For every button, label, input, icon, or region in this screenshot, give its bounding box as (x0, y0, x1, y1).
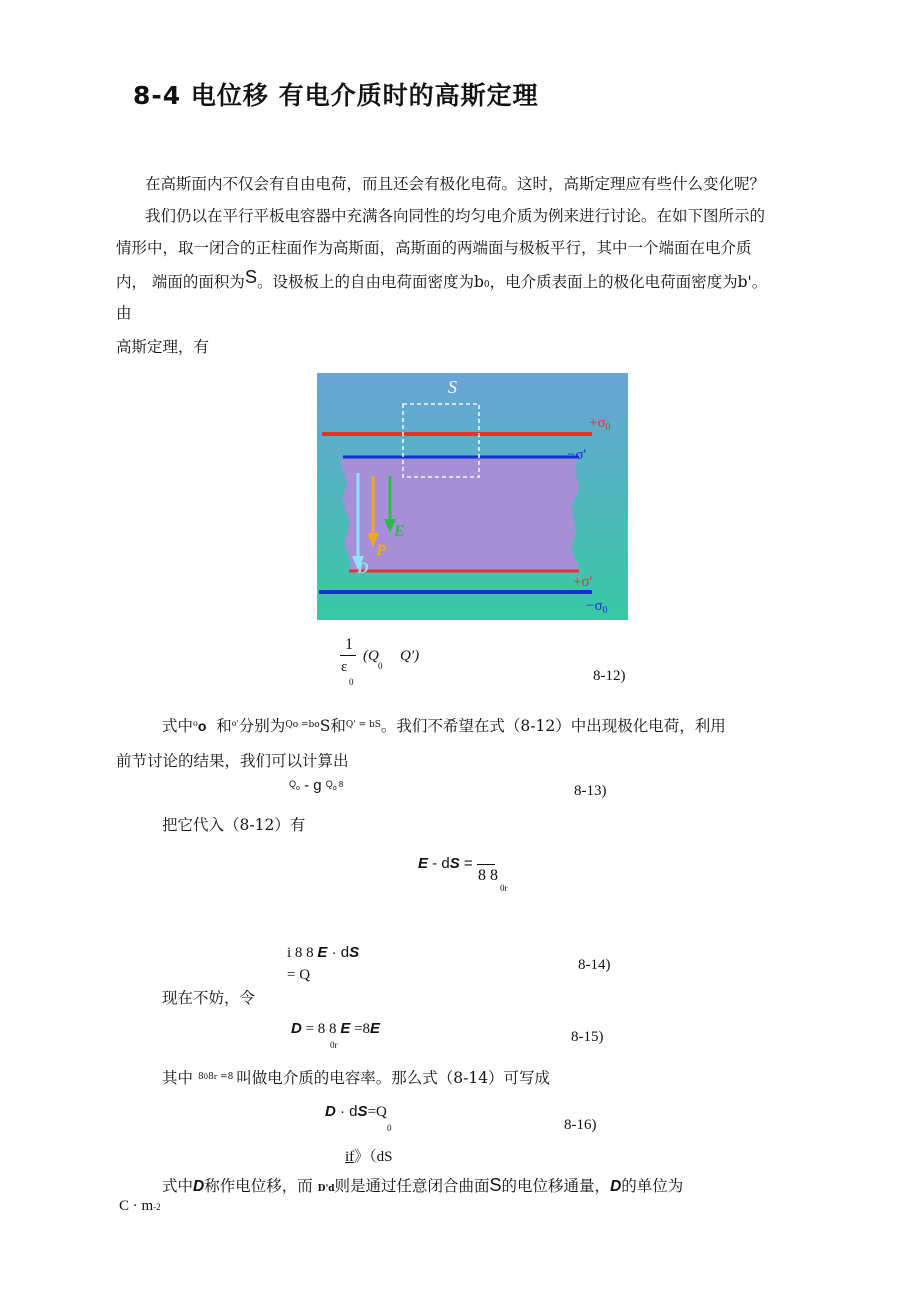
d: D (610, 1178, 622, 1195)
q0-small (285, 720, 319, 730)
eq14-rhs: = Q (287, 967, 311, 983)
sub: o (332, 785, 337, 792)
eq: =8 (217, 1072, 237, 1082)
para-where (162, 716, 726, 739)
label-plus-sigma-prime: +σ' (573, 574, 593, 590)
q: Q (325, 779, 333, 789)
paragraph-line (116, 267, 768, 295)
paragraph-line: 高斯定理，有 (116, 338, 210, 356)
eq12-q0: (Q (363, 648, 379, 664)
eq12-number: 8-12) (593, 668, 626, 684)
eq12-q0-sub: 0 (378, 661, 383, 671)
e: E (340, 1020, 351, 1037)
label-minus-sigma-prime: −σ' (567, 447, 587, 463)
e: E (418, 855, 429, 872)
if: if (345, 1149, 355, 1165)
op: = 8 8 (301, 1021, 341, 1037)
label-s: S (448, 377, 457, 397)
s: S (357, 1103, 368, 1120)
eq13 (289, 777, 343, 794)
eq13-number: 8-13) (574, 783, 607, 799)
e: E (317, 944, 328, 961)
eq14 (287, 944, 359, 962)
para-where-line2: 前节讨论的结果，我们可以计算出 (116, 752, 349, 770)
text-span: 叫做电介质的电容率。那么式（8-14）可写成 (236, 1069, 551, 1087)
text-span: 内， 端面的面积为 (116, 273, 245, 291)
op: =8 (350, 1021, 371, 1037)
text-span: 和 (216, 717, 232, 735)
eq-mid-den: 8 8 (478, 867, 498, 884)
symbol-S: S (244, 267, 257, 287)
er: 8 (208, 1072, 214, 1082)
op: · d (335, 1103, 358, 1120)
let-line: 现在不妨，令 (162, 989, 256, 1007)
e0: 8 (197, 1072, 204, 1082)
eq14-number: 8-14) (578, 957, 611, 973)
sigma-symbol: o (193, 719, 198, 728)
last-line (162, 1171, 684, 1195)
s: S (349, 944, 360, 961)
ds: 》（dS (354, 1149, 393, 1165)
where-line (162, 1068, 550, 1091)
text-span: 式中 (162, 717, 194, 735)
qprime-small (346, 720, 381, 730)
qp: Q' (345, 720, 356, 730)
units (119, 1198, 161, 1215)
sub: r (213, 1073, 218, 1081)
units-sup: -2 (153, 1202, 161, 1212)
rhs: =Q (367, 1104, 387, 1120)
eq16-number: 8-16) (564, 1117, 597, 1133)
d: D (325, 1103, 336, 1120)
eq12-one: 1 (345, 636, 353, 653)
label-e: E (394, 523, 405, 540)
page-title: 8-4 电位移 有电介质时的高斯定理 (133, 81, 539, 110)
sub-o: o (197, 718, 207, 734)
q: Q (289, 779, 297, 789)
capacitor-diagram (317, 373, 628, 620)
eight: 8 (336, 780, 344, 789)
fraction-bar (477, 864, 495, 865)
substitute-line: 把它代入（8-12）有 (162, 816, 306, 834)
fraction-bar (340, 655, 356, 656)
eq-small (345, 1145, 393, 1166)
label-minus-sigma0: $-\sigma_0$ (586, 598, 608, 616)
eq12-qprime: Q′) (400, 648, 420, 664)
eq: = (459, 855, 473, 872)
sub: 0 (203, 1073, 209, 1081)
text-span: 的电位移通量， (501, 1177, 611, 1195)
eq-mid (418, 855, 473, 873)
op: - d (428, 855, 450, 872)
label-plus-sigma0: $+\sigma_0$ (589, 415, 611, 433)
sub: o (296, 785, 300, 792)
eps-small (198, 1072, 236, 1082)
op: - g (299, 777, 326, 794)
s: S (449, 855, 460, 872)
op: · d (327, 944, 350, 961)
i88: i 8 8 (287, 945, 318, 961)
sigma-prime-symbol: o' (231, 719, 239, 728)
text-span: 的单位为 (621, 1177, 684, 1195)
eq16 (325, 1103, 387, 1121)
eq15-sub: 0r (330, 1040, 338, 1050)
d: D (291, 1020, 302, 1037)
s: S (489, 1175, 502, 1195)
q: Q (285, 720, 293, 730)
text-span: 称作电位移，而 (204, 1177, 318, 1195)
d: D (193, 1178, 205, 1195)
q-sub: o (292, 720, 299, 730)
dd: D'd (317, 1184, 335, 1194)
eq-b-sub: o (314, 720, 320, 730)
eq15-number: 8-15) (571, 1029, 604, 1045)
text-span: 。我们不希望在式（8-12）中出现极化电荷，利用 (380, 717, 726, 735)
text-span: 式中 (162, 1177, 194, 1195)
eq16-sub: 0 (387, 1123, 392, 1133)
label-d: D (357, 560, 369, 577)
paragraph-line: 由 (116, 304, 132, 322)
paragraph-line: 我们仍以在平行平板电容器中充满各向同性的均匀电介质为例来进行讨论。在如下图所示的 (145, 207, 766, 225)
eq-bs: = bS (358, 720, 381, 730)
text-span: 则是通过任意闭合曲面 (334, 1177, 490, 1195)
eq12-eps-sub: 0 (349, 677, 354, 687)
eq-b: =b (298, 720, 315, 730)
eq12-eps: ε (341, 659, 348, 675)
text-span: 。设极板上的自由电荷面密度为b (256, 273, 484, 291)
e: E (370, 1020, 381, 1037)
eq12-body (363, 648, 379, 665)
capacitor-figure (317, 373, 628, 620)
paragraph-intro: 在高斯面内不仅会有自由电荷，而且还会有极化电荷。这时，高斯定理应有些什么变化呢？ (145, 175, 766, 193)
eq-mid-den-sub: 0r (500, 883, 508, 893)
subscript: 0 (483, 280, 490, 290)
paragraph-line: 情形中，取一闭合的正柱面作为高斯面，高斯面的两端面与极板平行，其中一个端面在电介质 (116, 239, 752, 257)
units-text: C · m (119, 1198, 154, 1214)
eq15 (291, 1020, 380, 1038)
text-span: 其中 (162, 1069, 198, 1087)
text-span: S和 (319, 717, 346, 735)
text-span: ，电介质表面上的极化电荷面密度为b'。 (489, 273, 768, 291)
label-p: P (376, 542, 386, 559)
text-span: 分别为 (238, 717, 286, 735)
